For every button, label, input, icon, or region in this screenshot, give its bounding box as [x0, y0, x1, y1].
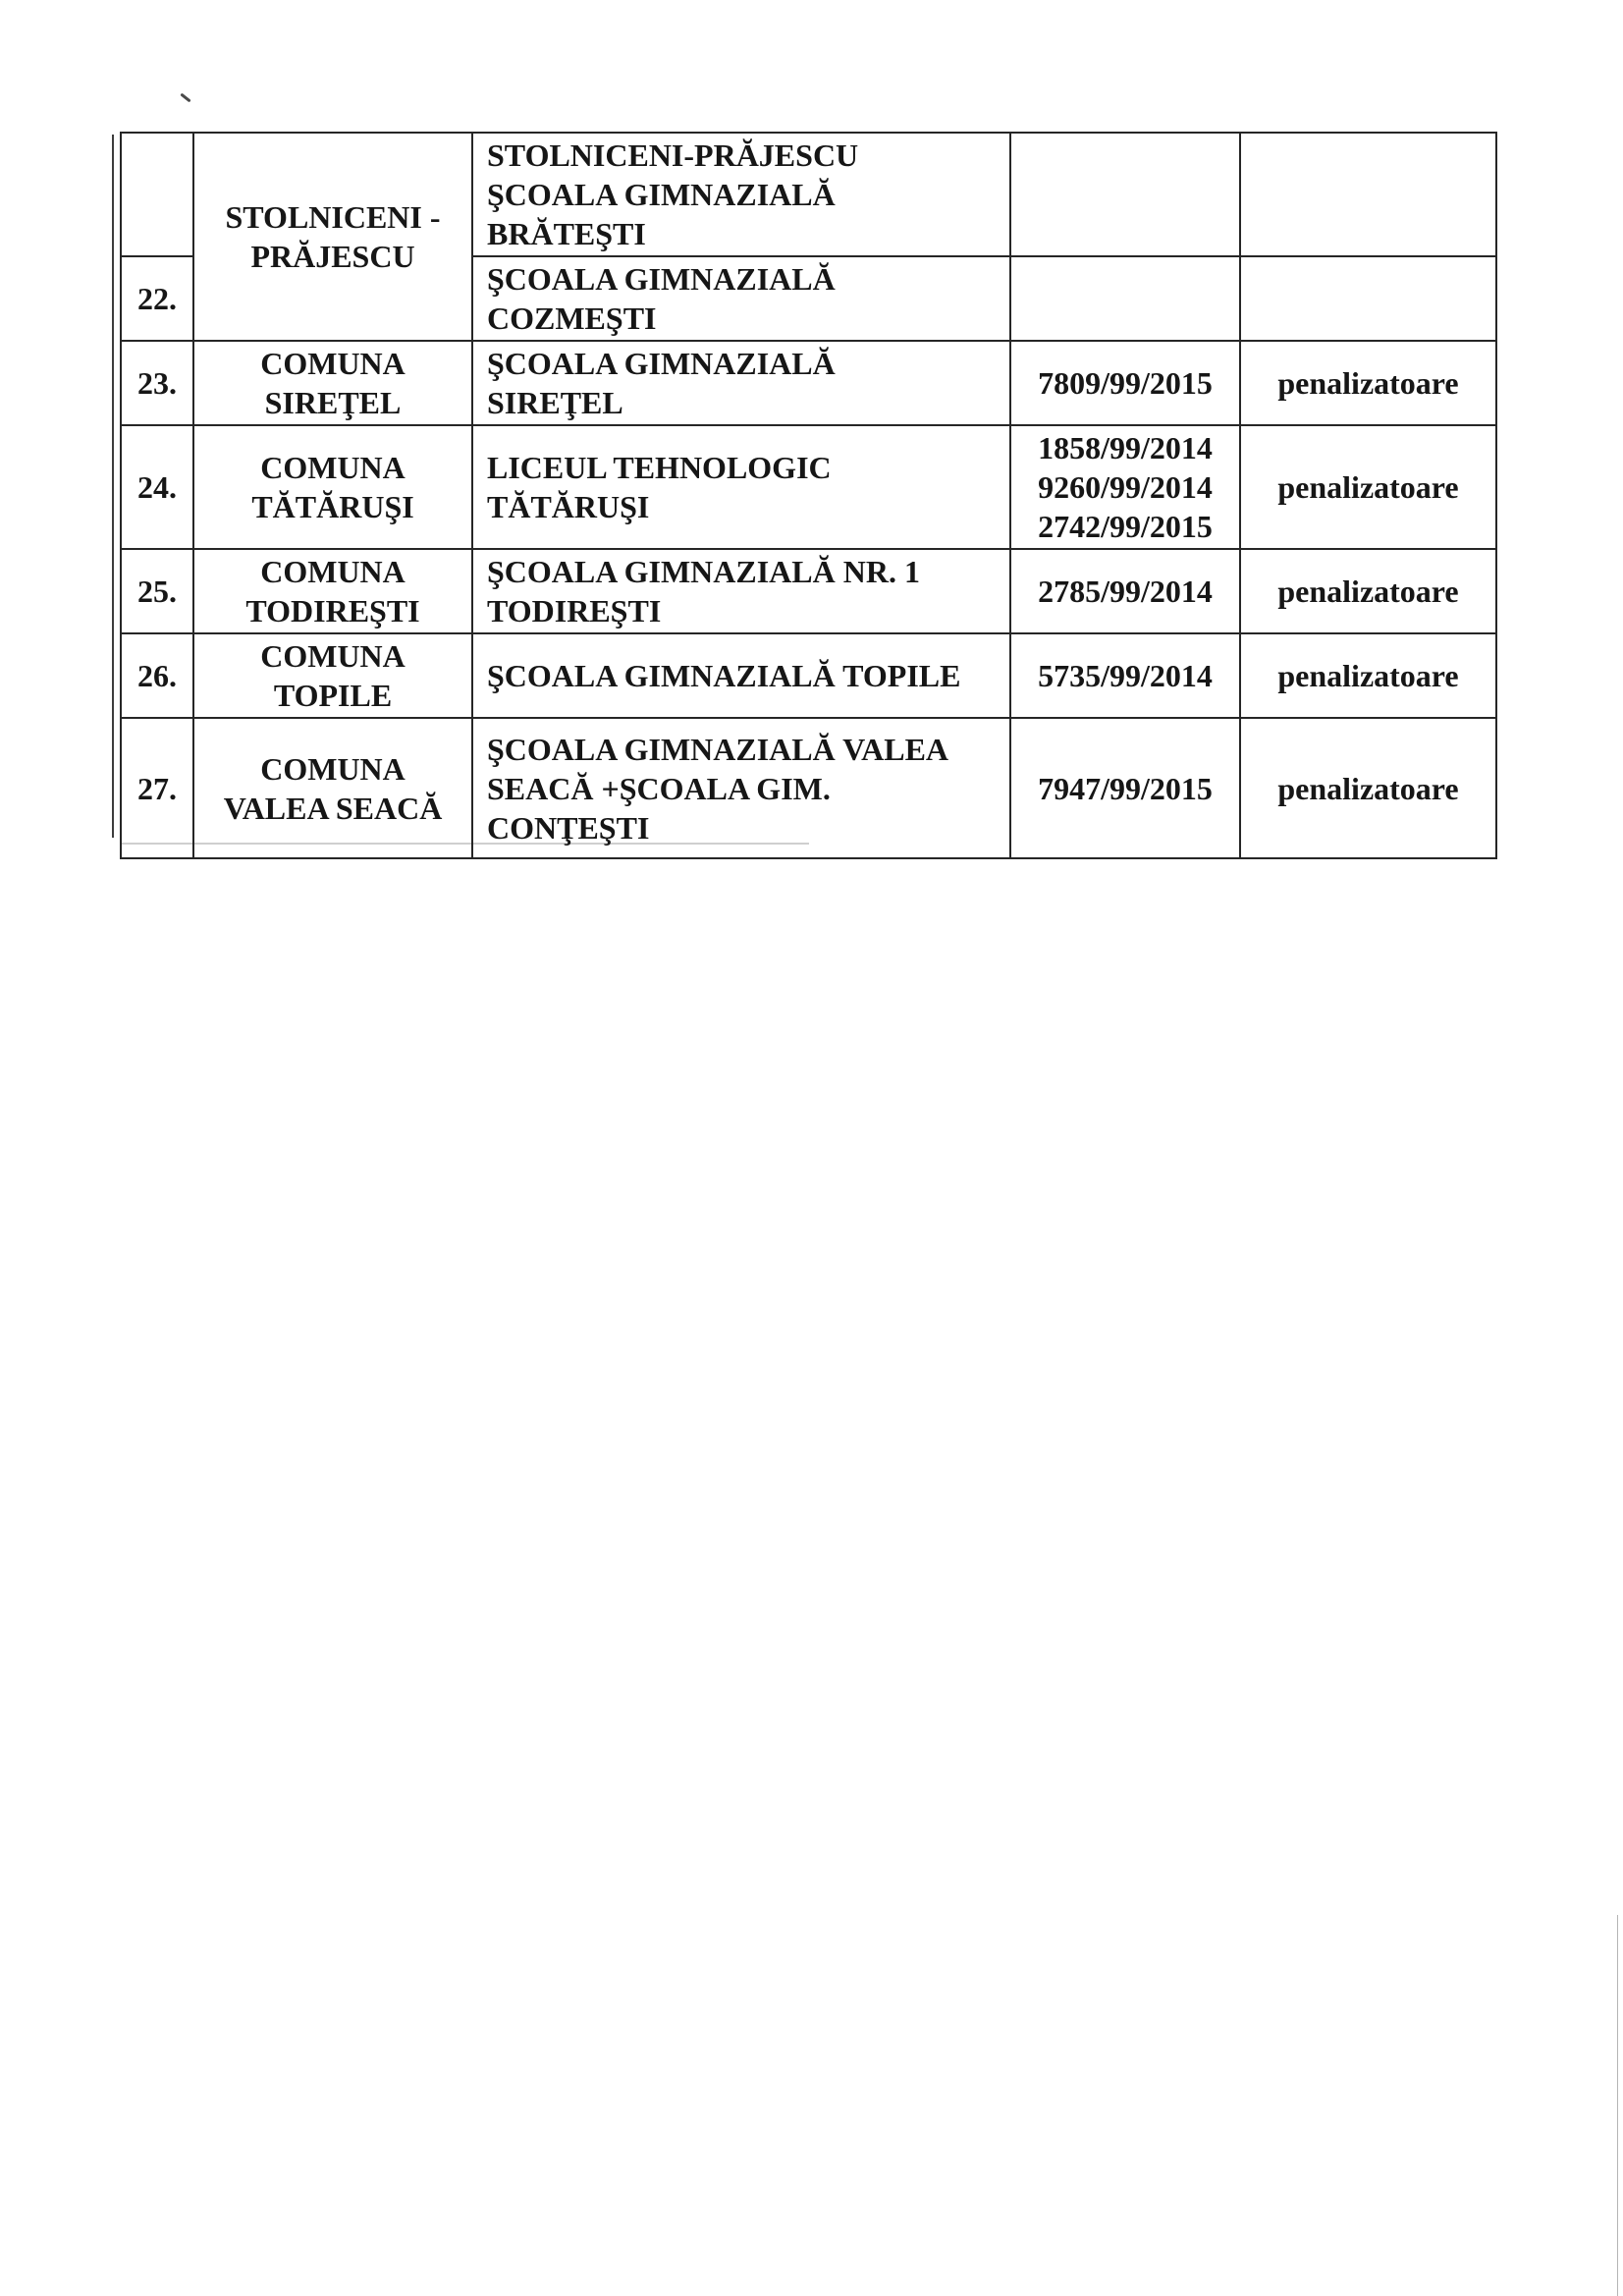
docnum-cell: [1010, 549, 1240, 633]
commune-name-line: SIREŢEL: [264, 385, 402, 420]
doc-number-line: 5735/99/2014: [1038, 658, 1213, 693]
school-name-line: TĂTĂRUŞI: [487, 489, 650, 524]
doc-number-line: 2785/99/2014: [1038, 574, 1213, 609]
commune-name-line: COMUNA: [260, 346, 406, 381]
commune-name-line: TOPILE: [273, 678, 393, 713]
school-cell: [472, 425, 1010, 549]
school-name-line: CONŢEŞTI: [487, 809, 650, 846]
school-cell: [472, 549, 1010, 633]
commune-name-line: VALEA SEACĂ: [223, 790, 443, 826]
doc-number-line: 7947/99/2015: [1038, 770, 1213, 806]
commune-name-line: TODIREŞTI: [245, 593, 420, 629]
row-number-cell: [121, 133, 193, 256]
commune-name-line: TĂTĂRUŞI: [251, 489, 414, 524]
table-row: [121, 425, 1496, 549]
school-name-line: ŞCOALA GIMNAZIALĂ: [487, 346, 836, 381]
sanction-type-cell: penalizatoare: [1240, 633, 1496, 718]
table-row: [121, 133, 1496, 256]
doc-number-line: 9260/99/2014: [1038, 469, 1213, 505]
doc-number-line: 7809/99/2015: [1038, 365, 1213, 401]
scan-speck-artifact: [180, 93, 190, 103]
commune-cell: [193, 633, 472, 718]
sanction-type-cell: [1240, 256, 1496, 341]
school-name-line: STOLNICENI-PRĂJESCU: [487, 137, 859, 173]
table-row: [121, 549, 1496, 633]
school-name-line: ŞCOALA GIMNAZIALĂ VALEA: [487, 731, 949, 767]
scan-right-edge-artifact: [1617, 1915, 1618, 2296]
school-cell: [472, 633, 1010, 718]
docnum-cell: [1010, 425, 1240, 549]
docnum-cell: [1010, 133, 1240, 256]
commune-cell: [193, 341, 472, 425]
sanctions-table: [120, 132, 1497, 859]
sanction-type-cell: penalizatoare: [1240, 549, 1496, 633]
scan-left-border-artifact: [112, 135, 114, 838]
docnum-cell: [1010, 256, 1240, 341]
row-number-cell: 23.: [121, 341, 193, 425]
sanction-type-cell: penalizatoare: [1240, 425, 1496, 549]
docnum-cell: [1010, 633, 1240, 718]
school-name-line: ŞCOALA GIMNAZIALĂ NR. 1: [487, 554, 920, 589]
school-name-line: SEACĂ +ŞCOALA GIM.: [487, 770, 831, 806]
commune-name-line: COMUNA: [260, 450, 406, 485]
commune-cell: [193, 549, 472, 633]
table-row: [121, 633, 1496, 718]
school-cell: [472, 341, 1010, 425]
commune-name-line: COMUNA: [260, 750, 406, 787]
table-row: [121, 341, 1496, 425]
table-row: [121, 718, 1496, 858]
sanction-type-cell: penalizatoare: [1240, 718, 1496, 858]
doc-number-line: 1858/99/2014: [1038, 430, 1213, 465]
commune-name-line: COMUNA: [260, 638, 406, 674]
docnum-cell: [1010, 341, 1240, 425]
school-cell: [472, 718, 1010, 858]
sanction-type-cell: [1240, 133, 1496, 256]
commune-name-line: PRĂJESCU: [250, 239, 415, 274]
commune-cell: [193, 425, 472, 549]
doc-number-line: 2742/99/2015: [1038, 509, 1213, 544]
commune-name-line: STOLNICENI -: [225, 199, 441, 235]
school-name-line: ŞCOALA GIMNAZIALĂ: [487, 177, 836, 212]
school-name-line: COZMEŞTI: [487, 301, 657, 336]
school-name-line: LICEUL TEHNOLOGIC: [487, 450, 832, 485]
row-number-cell: 26.: [121, 633, 193, 718]
school-name-line: BRĂTEŞTI: [487, 216, 646, 251]
school-name-line: ŞCOALA GIMNAZIALĂ: [487, 261, 836, 297]
row-number-cell: 24.: [121, 425, 193, 549]
commune-cell: [193, 133, 472, 341]
row-number-cell: 27.: [121, 718, 193, 858]
row-number-cell: 22.: [121, 256, 193, 341]
school-name-line: ŞCOALA GIMNAZIALĂ TOPILE: [487, 658, 961, 693]
sanction-type-cell: penalizatoare: [1240, 341, 1496, 425]
commune-name-line: COMUNA: [260, 554, 406, 589]
school-name-line: TODIREŞTI: [487, 593, 662, 629]
row-number-cell: 25.: [121, 549, 193, 633]
commune-cell: [193, 718, 472, 858]
docnum-cell: [1010, 718, 1240, 858]
school-name-line: SIREŢEL: [487, 385, 623, 420]
school-cell: [472, 133, 1010, 256]
school-cell: [472, 256, 1010, 341]
